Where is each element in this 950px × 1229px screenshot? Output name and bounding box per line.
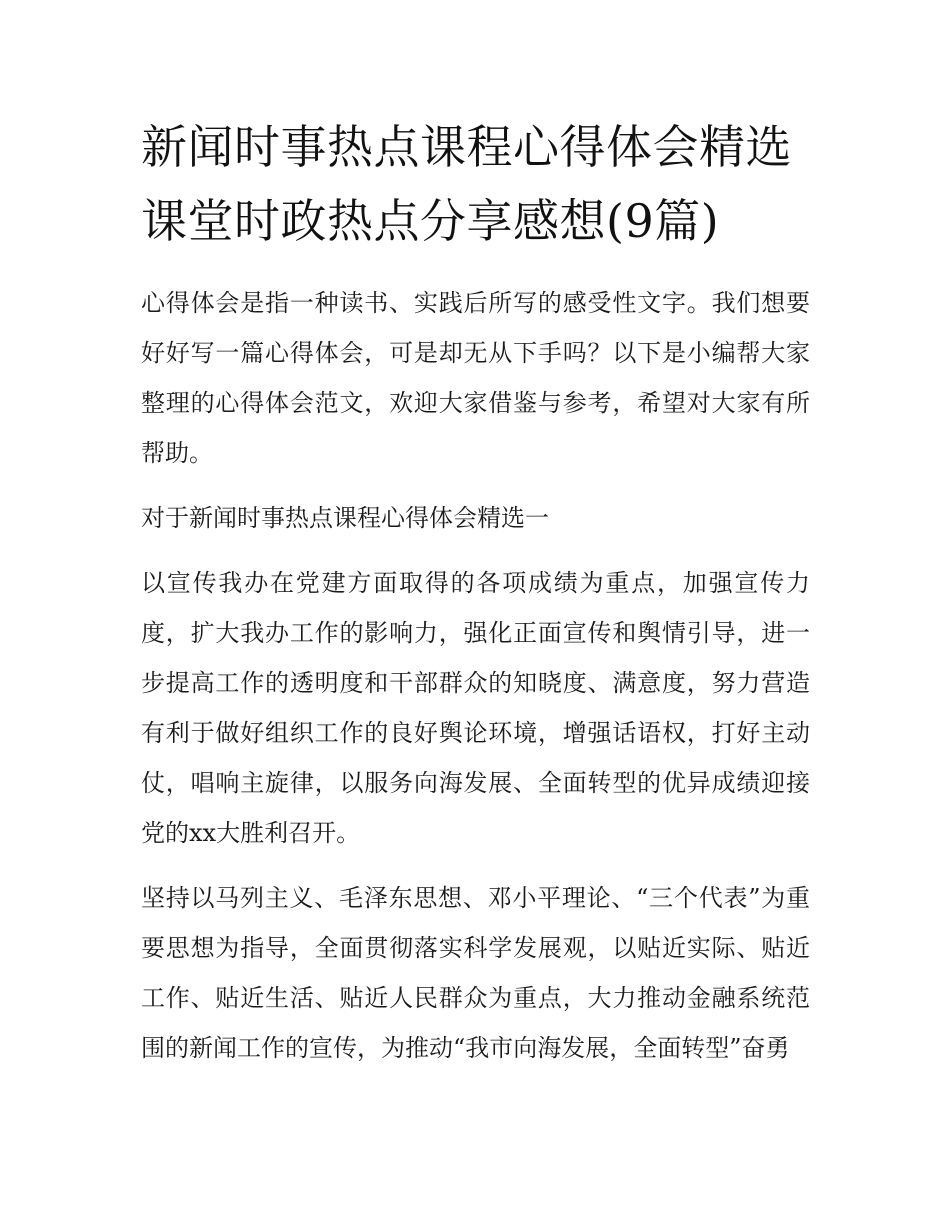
- intro-paragraph: 心得体会是指一种读书、实践后所写的感受性文字。我们想要好好写一篇心得体会，可是却无从下手吗？以下是小编帮大家整理的心得体会范文，欢迎大家借鉴与参考，希望对大家有所帮助。: [141, 289, 810, 467]
- body-paragraph-2: 坚持以马列主义、毛泽东思想、邓小平理论、“三个代表”为重要思想为指导，全面贯彻落实科学发展观，以贴近实际、贴近工作、贴近生活、贴近人民群众为重点，大力推动金融系统范围的新闻工作的宣传，为推动“我市向海发展，全面转型”奋勇: [141, 884, 810, 1062]
- section-heading: 对于新闻时事热点课程心得体会精选一: [141, 504, 549, 532]
- body-paragraph-1: 以宣传我办在党建方面取得的各项成绩为重点，加强宣传力度，扩大我办工作的影响力，强化正面宣传和舆情引导，进一步提高工作的透明度和干部群众的知晓度、满意度，努力营造有利于做好组织工作的良好舆论环境，增强话语权，打好主动仗，唱响主旋律，以服务向海发展、全面转型的优异成绩迎接党的xx大胜利召开。: [141, 569, 810, 847]
- document-title: 新闻时事热点课程心得体会精选 课堂时政热点分享感想(9篇): [141, 120, 792, 248]
